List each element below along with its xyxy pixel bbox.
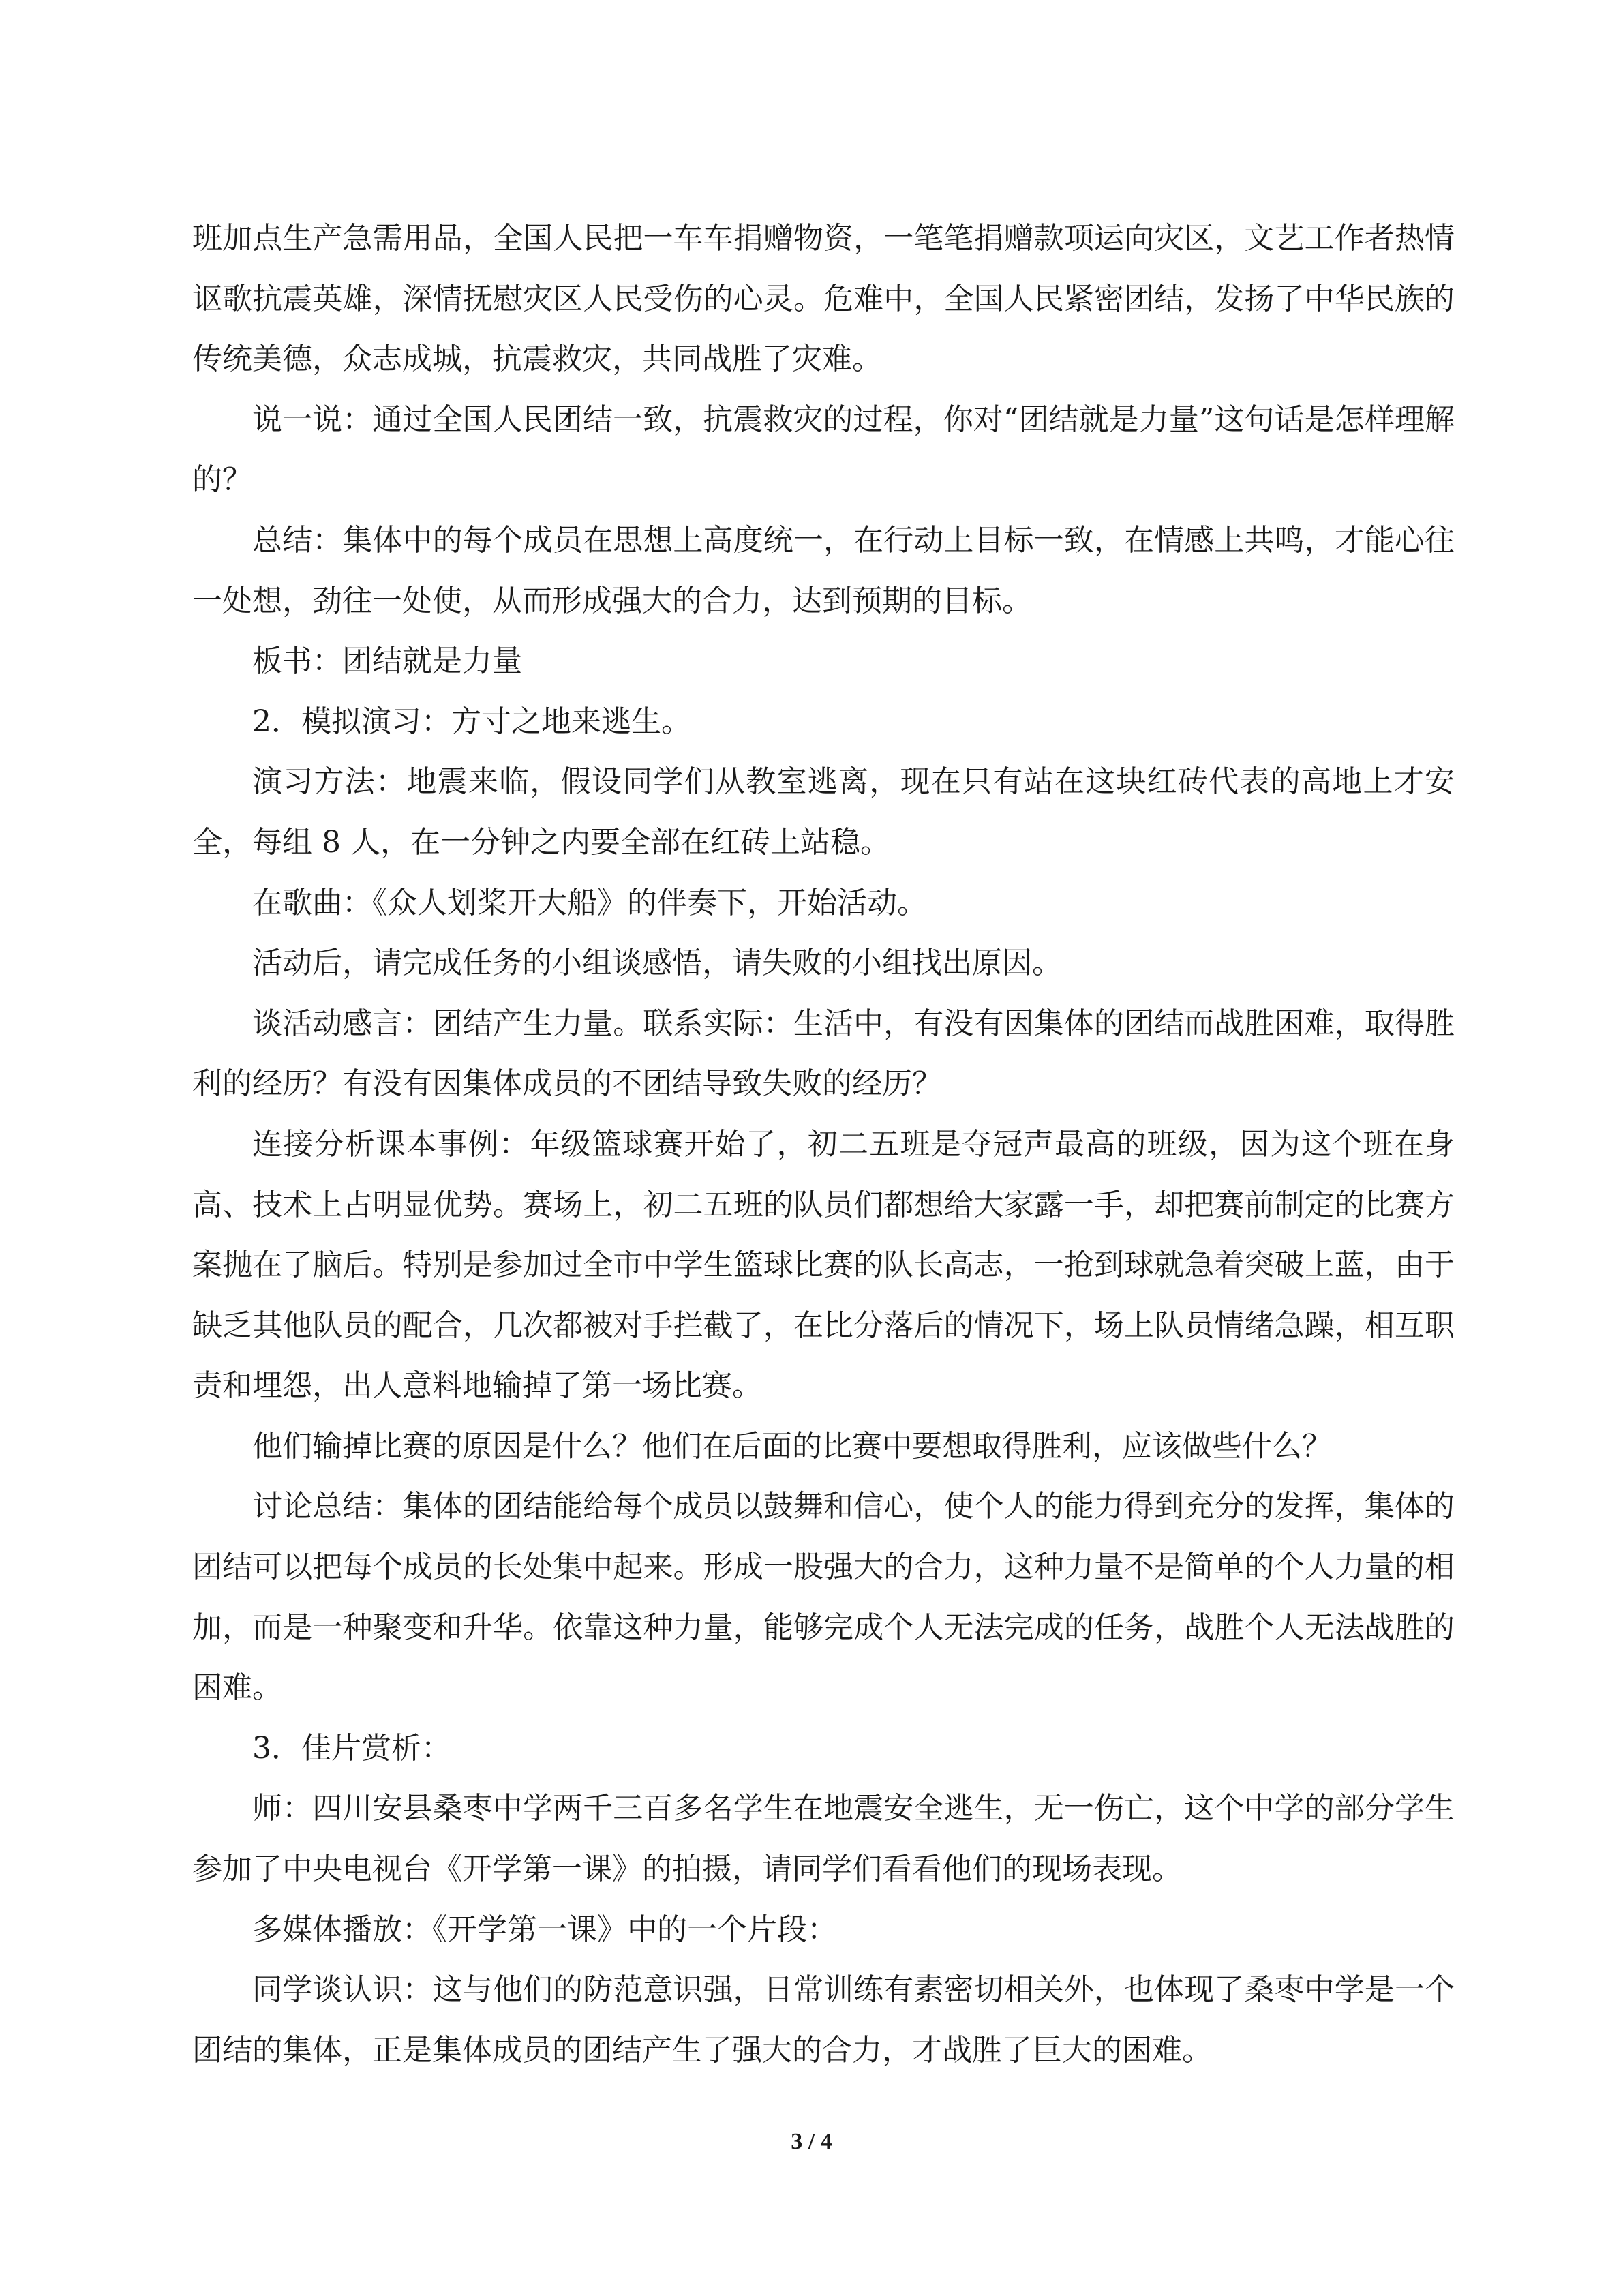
paragraph-summary: 总结：集体中的每个成员在思想上高度统一，在行动上目标一致，在情感上共鸣，才能心往一处想，劲往一处使，从而形成强大的合力，达到预期的目标。 bbox=[192, 522, 1455, 618]
paragraph-textbook-case: 连接分析课本事例：年级篮球赛开始了，初二五班是夺冠声最高的班级，因为这个班在身高、技术上占明显优势。赛场上，初二五班的队员们都想给大家露一手，却把赛前制定的比赛方案抛在了脑后。特别是参加过全市中学生篮球比赛的队长高志，一抢到球就急着突破上蓝，由于缺乏其他队员的配合，几次都被对手拦截了，在比分落后的情况下，场上队员情绪急躁，相互职责和埋怨，出人意料地输掉了第一场比赛。 bbox=[192, 1126, 1455, 1404]
paragraph-discussion-summary: 讨论总结：集体的团结能给每个成员以鼓舞和信心，使个人的能力得到充分的发挥，集体的团结可以把每个成员的长处集中起来。形成一股强大的合力，这种力量不是简单的个人力量的相加，而是一种聚变和升华。依靠这种力量，能够完成个人无法完成的任务，战胜个人无法战胜的困难。 bbox=[192, 1489, 1455, 1706]
document-body bbox=[192, 209, 1455, 2081]
paragraph-continued: 班加点生产急需用品，全国人民把一车车捐赠物资，一笔笔捐赠款项运向灾区，文艺工作者热情讴歌抗震英雄，深情抚慰灾区人民受伤的心灵。危难中，全国人民紧密团结，发扬了中华民族的传统美德，众志成城，抗震救灾，共同战胜了灾难。 bbox=[192, 221, 1455, 377]
paragraph-song: 在歌曲：《众人划桨开大船》的伴奏下，开始活动。 bbox=[252, 885, 927, 920]
paragraph-after-activity: 活动后，请完成任务的小组谈感悟，请失败的小组找出原因。 bbox=[252, 946, 1062, 981]
paragraph-student-views: 同学谈认识：这与他们的防范意识强，日常训练有素密切相关外，也体现了桑枣中学是一个团结的集体，正是集体成员的团结产生了强大的合力，才战胜了巨大的困难。 bbox=[192, 1972, 1455, 2068]
paragraph-reflection: 谈活动感言：团结产生力量。联系实际：生活中，有没有因集体的团结而战胜困难，取得胜利的经历？有没有因集体成员的不团结导致失败的经历？ bbox=[192, 1006, 1455, 1102]
paragraph-board-note: 板书：团结就是力量 bbox=[252, 644, 522, 679]
section-heading-drill: 2．模拟演习：方寸之地来逃生。 bbox=[252, 704, 691, 739]
paragraph-teacher: 师：四川安县桑枣中学两千三百多名学生在地震安全逃生，无一伤亡，这个中学的部分学生参加了中央电视台《开学第一课》的拍摄，请同学们看看他们的现场表现。 bbox=[192, 1791, 1455, 1887]
paragraph-multimedia: 多媒体播放：《开学第一课》中的一个片段： bbox=[252, 1912, 837, 1947]
paragraph-questions: 他们输掉比赛的原因是什么？他们在后面的比赛中要想取得胜利，应该做些什么？ bbox=[252, 1428, 1332, 1464]
paragraph-discussion-prompt: 说一说：通过全国人民团结一致，抗震救灾的过程，你对“团结就是力量”这句话是怎样理解的？ bbox=[192, 402, 1455, 498]
section-heading-film: 3．佳片赏析： bbox=[252, 1730, 451, 1766]
page-number: 3 / 4 bbox=[791, 2129, 832, 2154]
paragraph-drill-method: 演习方法：地震来临，假设同学们从教室逃离，现在只有站在这块红砖代表的高地上才安全，每组 8 人，在一分钟之内要全部在红砖上站稳。 bbox=[192, 764, 1455, 860]
